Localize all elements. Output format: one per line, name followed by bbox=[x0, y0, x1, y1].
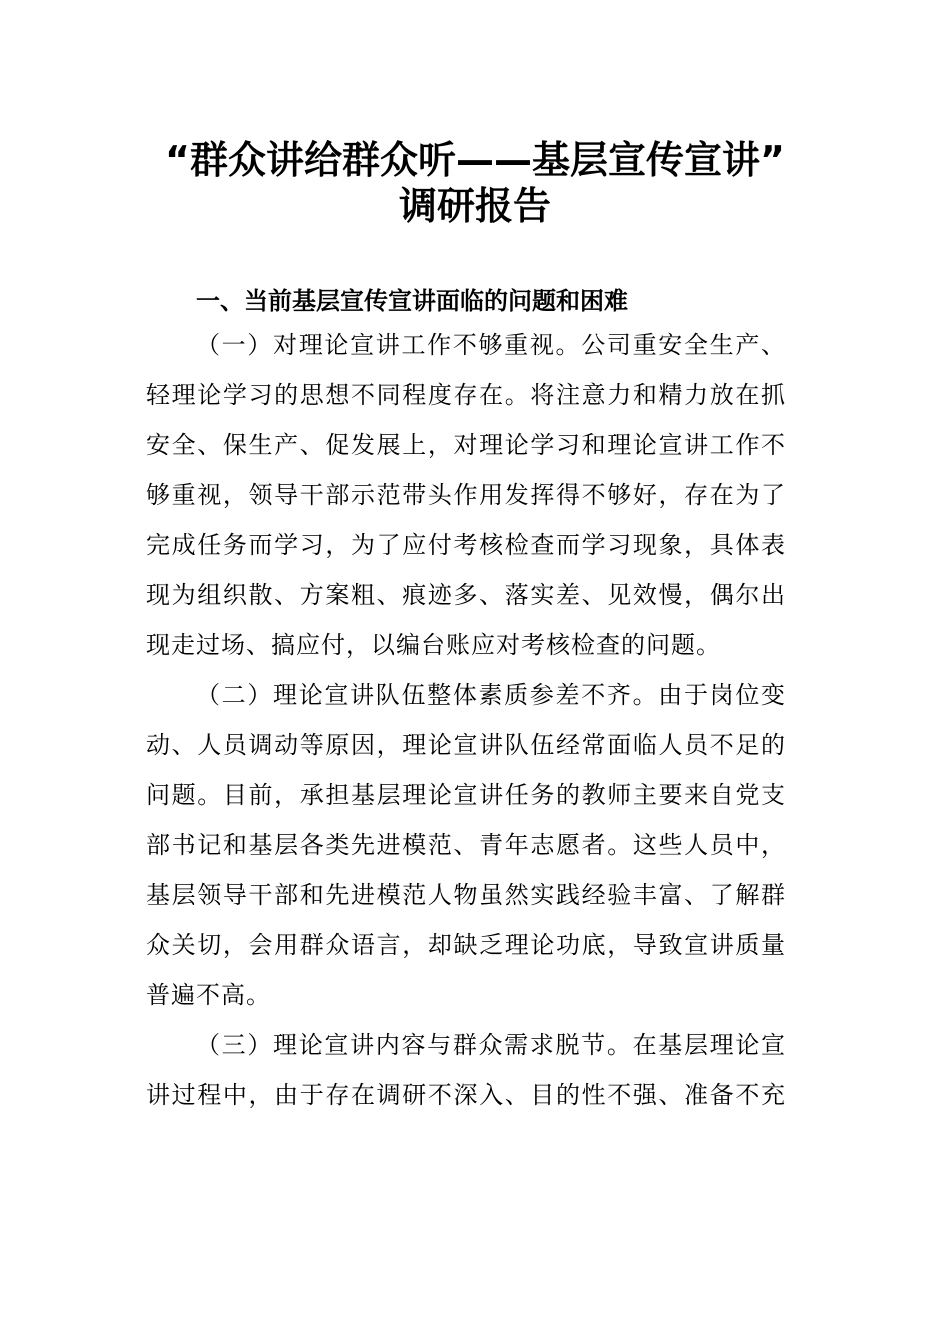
document-title-line-1: “群众讲给群众听——基层宣传宣讲” bbox=[165, 138, 785, 182]
document-title-line-2: 调研报告 bbox=[398, 184, 551, 228]
paragraph-line: 动、人员调动等原因，理论宣讲队伍经常面临人员不足的 bbox=[146, 731, 786, 759]
paragraph-line: 轻理论学习的思想不同程度存在。将注意力和精力放在抓 bbox=[146, 381, 786, 409]
paragraph-line: 问题。目前，承担基层理论宣讲任务的教师主要来自党支 bbox=[146, 781, 786, 809]
paragraph-line: 现走过场、搞应付，以编台账应对考核检查的问题。 bbox=[146, 631, 721, 659]
paragraph-line: （一）对理论宣讲工作不够重视。公司重安全生产、 bbox=[196, 331, 786, 359]
paragraph-line: 讲过程中，由于存在调研不深入、目的性不强、准备不充 bbox=[146, 1081, 786, 1109]
paragraph-line: 够重视，领导干部示范带头作用发挥得不够好，存在为了 bbox=[146, 481, 786, 509]
paragraph-line: 现为组织散、方案粗、痕迹多、落实差、见效慢，偶尔出 bbox=[146, 581, 786, 609]
paragraph-line: 完成任务而学习，为了应付考核检查而学习现象，具体表 bbox=[146, 531, 786, 559]
paragraph-line: （三）理论宣讲内容与群众需求脱节。在基层理论宣 bbox=[196, 1031, 786, 1059]
paragraph-line: 基层领导干部和先进模范人物虽然实践经验丰富、了解群 bbox=[146, 881, 786, 909]
paragraph-line: （二）理论宣讲队伍整体素质参差不齐。由于岗位变 bbox=[196, 681, 786, 709]
paragraph-line: 众关切，会用群众语言，却缺乏理论功底，导致宣讲质量 bbox=[146, 931, 786, 959]
section-heading: 一、当前基层宣传宣讲面临的问题和困难 bbox=[196, 287, 628, 315]
paragraph-line: 部书记和基层各类先进模范、青年志愿者。这些人员中， bbox=[146, 831, 786, 859]
paragraph-line: 安全、保生产、促发展上，对理论学习和理论宣讲工作不 bbox=[146, 431, 786, 459]
paragraph-line: 普遍不高。 bbox=[146, 981, 271, 1009]
